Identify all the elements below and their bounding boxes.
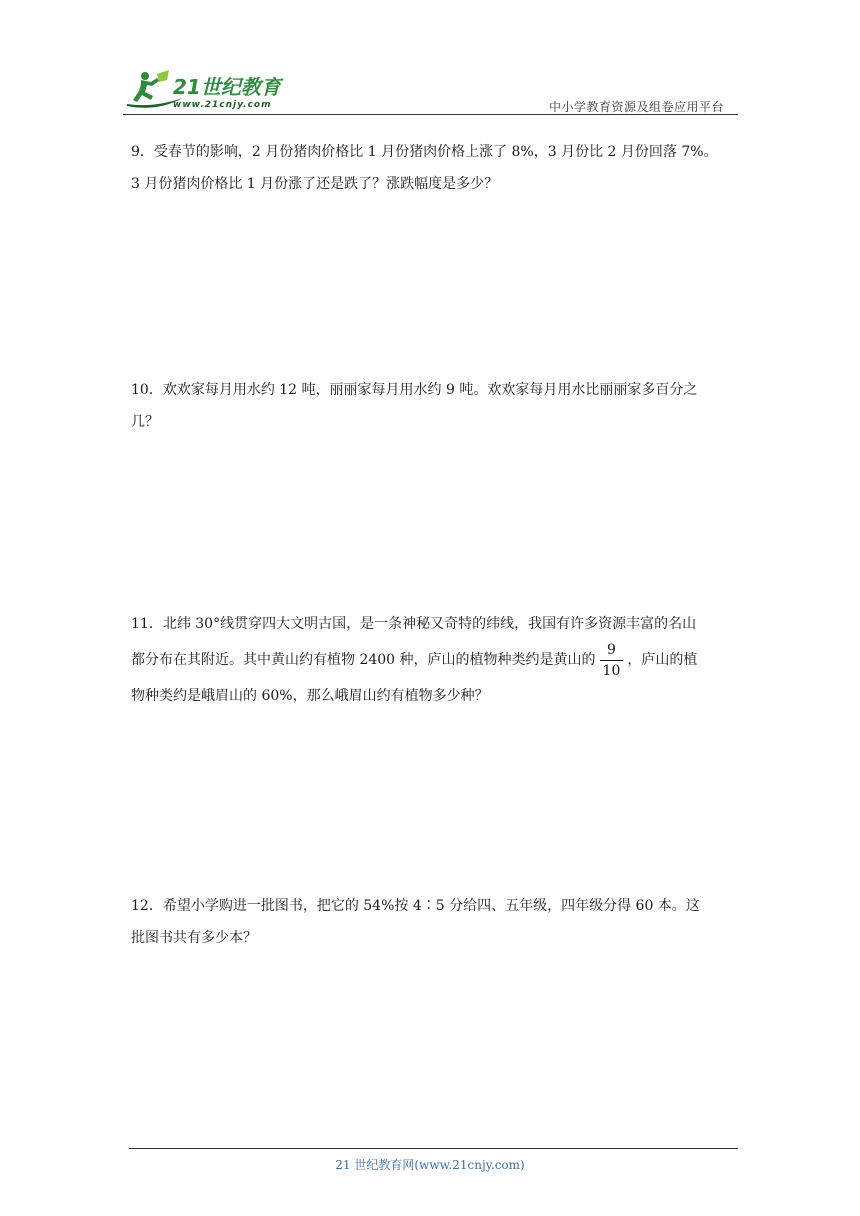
footer-link[interactable]: 21 世纪教育网(www.21cnjy.com): [335, 1158, 525, 1172]
page-header: [123, 62, 738, 118]
question-11: [131, 608, 731, 712]
header-divider: [123, 114, 738, 115]
question-12: [131, 890, 731, 954]
logo-url: www.21cnjy.com: [173, 100, 272, 110]
question-text-segment: 都分布在其附近。其中黄山约有植物 2400 种，庐山的植物种类约是黄山的: [131, 652, 596, 668]
logo: [123, 68, 303, 112]
question-9: [131, 136, 731, 200]
question-text-line: 3 月份猪肉价格比 1 月份涨了还是跌了？涨跌幅度是多少？: [131, 176, 499, 192]
logo-text: 21世纪教育: [173, 75, 281, 99]
question-text-line-with-fraction: [131, 640, 731, 680]
question-10: [131, 374, 731, 438]
platform-title: 中小学教育资源及组卷应用平台: [548, 100, 724, 114]
question-text-line: 9．受春节的影响，2 月份猪肉价格比 1 月份猪肉价格上涨了 8%，3 月份比 2 月份回落 7%。: [131, 144, 718, 160]
fraction-numerator: 9: [600, 643, 624, 661]
question-text-line: 物种类约是峨眉山的 60%，那么峨眉山约有植物多少种？: [131, 688, 489, 704]
question-text-line: 11．北纬 30°线贯穿四大文明古国，是一条神秘又奇特的纬线，我国有许多资源丰富的名山: [131, 616, 697, 632]
footer-divider: [129, 1148, 738, 1149]
question-text-line: 10．欢欢家每月用水约 12 吨，丽丽家每月用水约 9 吨。欢欢家每月用水比丽丽家多百分之: [131, 382, 698, 398]
question-text-line: 几？: [131, 414, 159, 430]
fraction-denominator: 10: [602, 662, 621, 679]
question-text-line: 批图书共有多少本？: [131, 930, 257, 946]
question-text-segment: ，庐山的植: [627, 652, 698, 668]
question-text-line: 12．希望小学购进一批图书，把它的 54%按 4∶5 分给四、五年级，四年级分得 60 本。这: [131, 898, 700, 914]
fraction: [600, 643, 624, 678]
